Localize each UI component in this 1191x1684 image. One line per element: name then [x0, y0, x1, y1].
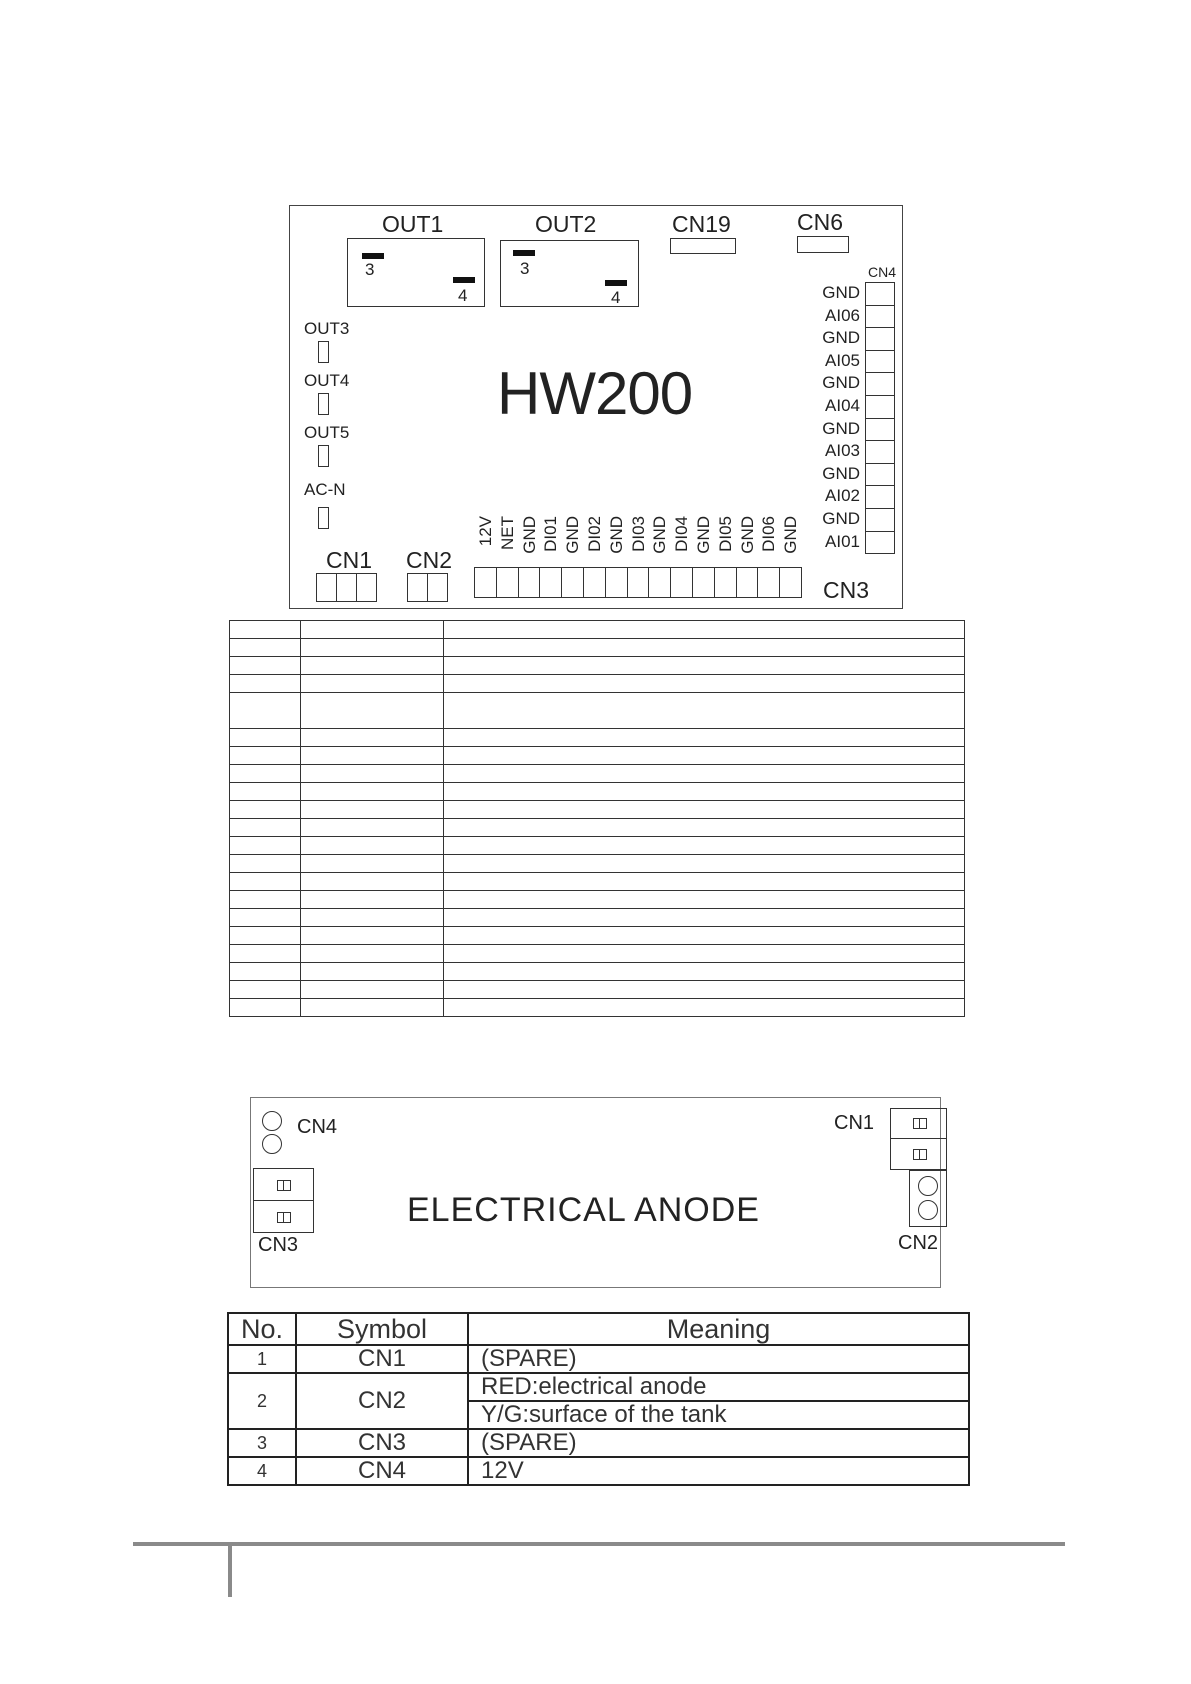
- cn3-pin-cell: [605, 567, 628, 598]
- cn4-terminal-circle: [262, 1134, 282, 1154]
- empty-grid-cell: [301, 675, 444, 693]
- cn19-connector: [670, 238, 736, 254]
- row-meaning: RED:electrical anode: [468, 1373, 969, 1401]
- cn4-pin-cell: [865, 372, 895, 396]
- cn3-pin-label: DI04: [672, 516, 692, 552]
- cn4-pin-cell: [865, 395, 895, 419]
- empty-grid-cell: [301, 873, 444, 891]
- cn3-pin-label: DI06: [759, 516, 779, 552]
- empty-grid-cell: [444, 819, 965, 837]
- cn4-pin-label: AI05: [825, 350, 860, 370]
- cn4-pin-cell: [865, 350, 895, 374]
- empty-grid-row: [230, 981, 965, 999]
- empty-grid-cell: [444, 783, 965, 801]
- empty-grid-row: [230, 639, 965, 657]
- empty-grid-cell: [301, 747, 444, 765]
- cn3-pin-cell: [474, 567, 497, 598]
- empty-grid-row: [230, 945, 965, 963]
- cn3-pin-label: DI05: [715, 516, 735, 552]
- empty-grid-cell: [230, 765, 301, 783]
- anode-cn2-label: CN2: [898, 1232, 939, 1254]
- cn4-pin-cell: [865, 305, 895, 329]
- cn4-terminal-circle: [262, 1111, 282, 1131]
- cn3-pin-cell: [627, 567, 650, 598]
- empty-grid-cell: [230, 747, 301, 765]
- out1-pin4-label: 4: [458, 286, 468, 305]
- empty-grid-cell: [230, 873, 301, 891]
- cn3-pin-label: DI03: [628, 516, 648, 552]
- out4-terminal: [318, 393, 329, 415]
- empty-grid-row: [230, 729, 965, 747]
- anode-cn4-label: CN4: [297, 1116, 338, 1138]
- cn4-pin-label: GND: [822, 328, 860, 348]
- cn3-pin-label: GND: [519, 516, 539, 554]
- empty-grid-cell: [444, 891, 965, 909]
- empty-grid-row: [230, 909, 965, 927]
- cn3-pin-cell: [583, 567, 606, 598]
- cn4-pin-label: AI04: [825, 396, 860, 415]
- empty-grid-cell: [301, 621, 444, 639]
- cn3-pin-cell: [670, 567, 693, 598]
- empty-grid-cell: [301, 999, 444, 1017]
- empty-grid-row: [230, 801, 965, 819]
- out1-pin3-label: 3: [365, 260, 375, 279]
- row-symbol: CN3: [296, 1429, 468, 1457]
- empty-grid-cell: [230, 801, 301, 819]
- empty-grid-row: [230, 837, 965, 855]
- empty-grid-cell: [444, 729, 965, 747]
- cn3-pin-cell: [736, 567, 759, 598]
- empty-grid-cell: [230, 981, 301, 999]
- cn4-pin-cell: [865, 485, 895, 509]
- cn4-pin-label: AI02: [825, 486, 860, 506]
- board-title: HW200: [497, 360, 693, 427]
- cn4-pin-label: GND: [822, 373, 860, 393]
- empty-grid-row: [230, 963, 965, 981]
- empty-grid-table: [229, 620, 965, 1017]
- empty-grid-cell: [230, 729, 301, 747]
- empty-grid-cell: [301, 819, 444, 837]
- anode-board-title: ELECTRICAL ANODE: [407, 1191, 760, 1229]
- cn4-pin-label: AI06: [825, 305, 860, 325]
- cn2-terminal-circle: [918, 1200, 938, 1220]
- empty-grid-row: [230, 747, 965, 765]
- cn4-pin-label: AI01: [825, 531, 860, 551]
- cn3-label: CN3: [823, 577, 870, 603]
- cn3-pin-cell: [561, 567, 584, 598]
- table-row: [228, 1373, 969, 1401]
- empty-grid-cell: [444, 945, 965, 963]
- empty-grid-cell: [230, 819, 301, 837]
- empty-grid-cell: [444, 837, 965, 855]
- cn4-pin-label: GND: [822, 418, 860, 438]
- cn3-pin-cell: [714, 567, 737, 598]
- empty-grid-cell: [444, 675, 965, 693]
- empty-grid-cell: [301, 693, 444, 729]
- row-meaning: 12V: [468, 1457, 969, 1485]
- cn3-pin-label: DI01: [541, 516, 561, 552]
- empty-grid-cell: [444, 639, 965, 657]
- empty-grid-cell: [230, 657, 301, 675]
- empty-grid-cell: [301, 855, 444, 873]
- cn4-pin-cell: [865, 327, 895, 351]
- empty-grid-cell: [444, 909, 965, 927]
- cn3-pin-cell: [518, 567, 541, 598]
- out2-label: OUT2: [535, 211, 597, 237]
- empty-grid-row: [230, 819, 965, 837]
- cn4-pin-cell: [865, 440, 895, 464]
- cn3-pin-label: GND: [606, 516, 626, 554]
- cn3-pin-label: GND: [563, 516, 583, 554]
- row-no: 4: [228, 1457, 296, 1485]
- row-meaning: (SPARE): [468, 1429, 969, 1457]
- cn3-pin-label: NET: [497, 516, 517, 550]
- empty-grid-row: [230, 675, 965, 693]
- cn4-pin-label: GND: [822, 283, 860, 302]
- empty-grid-cell: [230, 909, 301, 927]
- footer-rule: [133, 1542, 1065, 1546]
- table-row: [228, 1457, 969, 1485]
- cn1-pin: [356, 573, 377, 602]
- header-symbol: Symbol: [296, 1313, 468, 1345]
- ac-n-label: AC-N: [304, 480, 346, 499]
- out5-terminal: [318, 445, 329, 467]
- cn1-pin: [316, 573, 337, 602]
- empty-grid-row: [230, 693, 965, 729]
- out5-label: OUT5: [304, 423, 350, 442]
- cn4-pin-cell: [865, 282, 895, 306]
- cn3-pin-label: DI02: [585, 516, 604, 552]
- cn3-pin-label: GND: [694, 516, 713, 554]
- table-row: [228, 1429, 969, 1457]
- ac-n-terminal: [318, 507, 329, 529]
- empty-grid-cell: [444, 855, 965, 873]
- cn3-pin-label: GND: [781, 516, 801, 554]
- empty-grid-cell: [444, 999, 965, 1017]
- empty-grid-cell: [444, 747, 965, 765]
- empty-grid-cell: [230, 639, 301, 657]
- empty-grid-cell: [230, 675, 301, 693]
- row-meaning: Y/G:surface of the tank: [468, 1401, 969, 1429]
- empty-grid-cell: [230, 945, 301, 963]
- empty-grid-cell: [301, 765, 444, 783]
- cn2-terminal-circle: [918, 1176, 938, 1196]
- empty-grid-cell: [230, 927, 301, 945]
- out2-pin3-marker: [513, 250, 535, 256]
- anode-cn3-label: CN3: [258, 1234, 299, 1256]
- out3-label: OUT3: [304, 319, 350, 338]
- out2-pin4-label: 4: [611, 288, 621, 307]
- cn6-connector: [797, 236, 849, 253]
- table-row: [228, 1345, 969, 1373]
- row-meaning: (SPARE): [468, 1345, 969, 1373]
- cn3-pin-label: GND: [737, 516, 757, 554]
- empty-grid-row: [230, 927, 965, 945]
- header-meaning: Meaning: [468, 1313, 969, 1345]
- cn3-pin-cell: [539, 567, 562, 598]
- out1-pin4-marker: [453, 277, 475, 283]
- empty-grid-cell: [301, 783, 444, 801]
- empty-grid-cell: [301, 801, 444, 819]
- empty-grid-cell: [444, 801, 965, 819]
- cn4-pin-cell: [865, 418, 895, 442]
- empty-grid-cell: [301, 639, 444, 657]
- cn2-pin: [407, 573, 428, 602]
- empty-grid-row: [230, 765, 965, 783]
- empty-grid-cell: [444, 765, 965, 783]
- empty-grid-cell: [444, 621, 965, 639]
- cn2-pin: [427, 573, 448, 602]
- empty-grid-cell: [230, 783, 301, 801]
- cn4-pin-label: AI03: [825, 441, 860, 461]
- empty-grid-row: [230, 873, 965, 891]
- empty-grid-cell: [230, 621, 301, 639]
- cn4-pin-cell: [865, 508, 895, 532]
- cn3-pin-icon: [277, 1212, 291, 1223]
- cn3-pin-cell: [779, 567, 802, 598]
- cn3-pin-icon: [277, 1180, 291, 1191]
- empty-grid-cell: [301, 891, 444, 909]
- cn4-pin-cell: [865, 463, 895, 487]
- cn4-pin-cell: [865, 531, 895, 555]
- empty-grid-cell: [301, 657, 444, 675]
- row-no: 1: [228, 1345, 296, 1373]
- cn3-pin-cell: [648, 567, 671, 598]
- empty-grid-cell: [444, 981, 965, 999]
- row-symbol: CN2: [296, 1373, 468, 1429]
- empty-grid-cell: [230, 855, 301, 873]
- row-no: 2: [228, 1373, 296, 1429]
- cn4-label: CN4: [868, 264, 897, 280]
- cn4-pin-label: GND: [822, 463, 860, 483]
- cn1-pin-icon: [913, 1118, 927, 1129]
- row-symbol: CN4: [296, 1457, 468, 1485]
- empty-grid-cell: [444, 657, 965, 675]
- empty-grid-cell: [301, 945, 444, 963]
- cn19-label: CN19: [672, 211, 731, 237]
- cn3-pin-cell: [496, 567, 519, 598]
- empty-grid-row: [230, 891, 965, 909]
- empty-grid-row: [230, 657, 965, 675]
- cn4-pin-label: GND: [822, 509, 860, 528]
- out1-label: OUT1: [382, 211, 444, 237]
- table-header-row: [228, 1313, 969, 1345]
- empty-grid-cell: [301, 837, 444, 855]
- empty-grid-cell: [301, 963, 444, 981]
- empty-grid-row: [230, 855, 965, 873]
- empty-grid-row: [230, 999, 965, 1017]
- empty-grid-cell: [301, 927, 444, 945]
- empty-grid-cell: [230, 837, 301, 855]
- cn3-pin-label: GND: [650, 516, 670, 554]
- out2-pin3-label: 3: [520, 259, 530, 278]
- empty-grid-cell: [444, 873, 965, 891]
- empty-grid-row: [230, 621, 965, 639]
- empty-grid-cell: [301, 981, 444, 999]
- row-symbol: CN1: [296, 1345, 468, 1373]
- cn3-pin-cell: [692, 567, 715, 598]
- cn1-pin-icon: [913, 1149, 927, 1160]
- empty-grid-cell: [444, 693, 965, 729]
- cn6-label: CN6: [797, 209, 844, 235]
- empty-grid-cell: [230, 963, 301, 981]
- row-no: 3: [228, 1429, 296, 1457]
- cn3-pin-label: 12V: [476, 516, 495, 547]
- connector-meaning-table: [227, 1312, 970, 1486]
- out2-pin4-marker: [605, 280, 627, 286]
- cn3-pin-cell: [757, 567, 780, 598]
- cn2-label: CN2: [406, 547, 453, 573]
- out3-terminal: [318, 341, 329, 363]
- empty-grid-cell: [230, 999, 301, 1017]
- cn1-label: CN1: [326, 547, 373, 573]
- out4-label: OUT4: [304, 371, 350, 390]
- empty-grid-row: [230, 783, 965, 801]
- footer-tick: [228, 1544, 232, 1597]
- header-no: No.: [228, 1313, 296, 1345]
- anode-cn1-label: CN1: [834, 1112, 875, 1134]
- empty-grid-cell: [230, 693, 301, 729]
- empty-grid-cell: [301, 909, 444, 927]
- empty-grid-cell: [301, 729, 444, 747]
- out1-pin3-marker: [362, 253, 384, 259]
- empty-grid-cell: [230, 891, 301, 909]
- empty-grid-cell: [444, 963, 965, 981]
- empty-grid-cell: [444, 927, 965, 945]
- cn1-pin: [336, 573, 357, 602]
